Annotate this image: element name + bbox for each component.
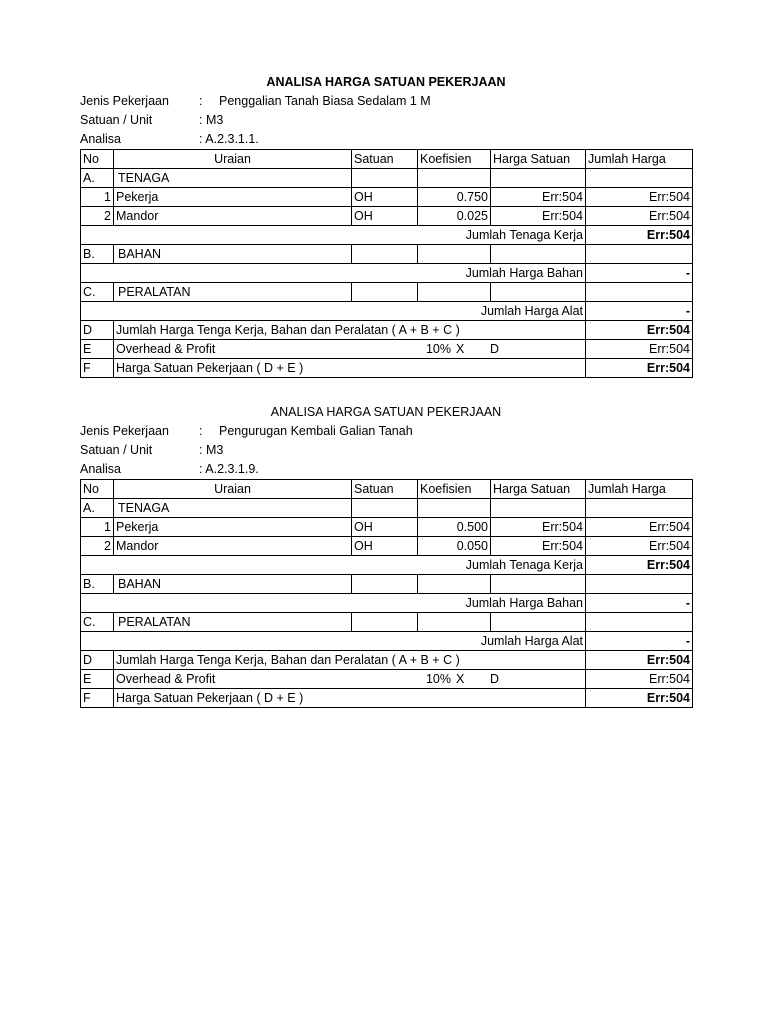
section-label: PERALATAN bbox=[114, 283, 352, 302]
satuan-unit-label: Satuan / Unit bbox=[80, 443, 153, 457]
summary-no: F bbox=[81, 359, 114, 378]
item-harga-satuan: Err:504 bbox=[491, 207, 586, 226]
section-row-peralatan bbox=[81, 613, 693, 632]
analisa-row bbox=[80, 460, 692, 479]
summary-label: Jumlah Harga Tenga Kerja, Bahan dan Peralatan ( A + B + C ) bbox=[114, 321, 586, 340]
analysis-title: ANALISA HARGA SATUAN PEKERJAAN bbox=[270, 405, 502, 419]
analysis-table bbox=[80, 149, 693, 378]
subtotal-value: - bbox=[586, 632, 693, 651]
header-koefisien: Koefisien bbox=[418, 150, 491, 169]
item-jumlah-harga: Err:504 bbox=[586, 537, 693, 556]
section-row-bahan bbox=[81, 245, 693, 264]
section-row-peralatan bbox=[81, 283, 693, 302]
satuan-unit-row bbox=[80, 111, 692, 130]
subtotal-label: Jumlah Tenaga Kerja bbox=[81, 556, 586, 575]
summary-value: Err:504 bbox=[586, 670, 693, 689]
section-no: B. bbox=[81, 575, 114, 594]
section-no: B. bbox=[81, 245, 114, 264]
summary-row-f bbox=[81, 689, 693, 708]
overhead-multiply: X bbox=[456, 342, 465, 356]
section-row-tenaga bbox=[81, 499, 693, 518]
item-no: 1 bbox=[81, 188, 114, 207]
subtotal-label: Jumlah Tenaga Kerja bbox=[81, 226, 586, 245]
item-satuan: OH bbox=[352, 188, 418, 207]
section-no: C. bbox=[81, 283, 114, 302]
subtotal-value: - bbox=[586, 264, 693, 283]
item-uraian: Pekerja bbox=[114, 518, 352, 537]
summary-label: Harga Satuan Pekerjaan ( D + E ) bbox=[114, 359, 586, 378]
summary-label: Jumlah Harga Tenga Kerja, Bahan dan Peralatan ( A + B + C ) bbox=[114, 651, 586, 670]
satuan-unit-value: : M3 bbox=[199, 113, 224, 127]
jenis-pekerjaan-label: Jenis Pekerjaan bbox=[80, 94, 169, 108]
subtotal-label: Jumlah Harga Bahan bbox=[81, 264, 586, 283]
overhead-percent: 10% bbox=[425, 342, 451, 356]
subtotal-value: - bbox=[586, 302, 693, 321]
table-row bbox=[81, 188, 693, 207]
summary-no: E bbox=[81, 340, 114, 359]
summary-row-d bbox=[81, 651, 693, 670]
jenis-pekerjaan-value: Pengurugan Kembali Galian Tanah bbox=[219, 424, 413, 438]
satuan-unit-value: : M3 bbox=[199, 443, 224, 457]
subtotal-value: Err:504 bbox=[586, 556, 693, 575]
subtotal-row-bahan bbox=[81, 264, 693, 283]
header-harga-satuan: Harga Satuan bbox=[491, 480, 586, 499]
summary-no: E bbox=[81, 670, 114, 689]
subtotal-value: - bbox=[586, 594, 693, 613]
jenis-pekerjaan-separator: : bbox=[199, 424, 203, 438]
item-satuan: OH bbox=[352, 537, 418, 556]
table-header-row bbox=[81, 150, 693, 169]
item-no: 1 bbox=[81, 518, 114, 537]
summary-value: Err:504 bbox=[586, 689, 693, 708]
summary-row-d bbox=[81, 321, 693, 340]
item-harga-satuan: Err:504 bbox=[491, 518, 586, 537]
header-satuan: Satuan bbox=[352, 150, 418, 169]
header-jumlah-harga: Jumlah Harga bbox=[586, 480, 693, 499]
item-uraian: Pekerja bbox=[114, 188, 352, 207]
overhead-label: Overhead & Profit bbox=[116, 342, 216, 356]
subtotal-label: Jumlah Harga Alat bbox=[81, 302, 586, 321]
subtotal-row-peralatan bbox=[81, 632, 693, 651]
satuan-unit-row bbox=[80, 441, 692, 460]
summary-no: F bbox=[81, 689, 114, 708]
item-harga-satuan: Err:504 bbox=[491, 188, 586, 207]
header-koefisien: Koefisien bbox=[418, 480, 491, 499]
overhead-line bbox=[116, 340, 583, 358]
header-uraian: Uraian bbox=[114, 150, 352, 169]
item-jumlah-harga: Err:504 bbox=[586, 207, 693, 226]
overhead-percent: 10% bbox=[425, 672, 451, 686]
item-koefisien: 0.050 bbox=[418, 537, 491, 556]
subtotal-row-peralatan bbox=[81, 302, 693, 321]
analisa-label: Analisa bbox=[80, 462, 121, 476]
section-row-tenaga bbox=[81, 169, 693, 188]
subtotal-label: Jumlah Harga Alat bbox=[81, 632, 586, 651]
section-label: BAHAN bbox=[114, 245, 352, 264]
analysis-block-1 bbox=[80, 72, 692, 378]
table-row bbox=[81, 207, 693, 226]
overhead-label: Overhead & Profit bbox=[116, 672, 216, 686]
header-harga-satuan: Harga Satuan bbox=[491, 150, 586, 169]
subtotal-label: Jumlah Harga Bahan bbox=[81, 594, 586, 613]
header-jumlah-harga: Jumlah Harga bbox=[586, 150, 693, 169]
item-harga-satuan: Err:504 bbox=[491, 537, 586, 556]
item-koefisien: 0.750 bbox=[418, 188, 491, 207]
section-row-bahan bbox=[81, 575, 693, 594]
item-satuan: OH bbox=[352, 518, 418, 537]
overhead-line bbox=[116, 670, 583, 688]
summary-value: Err:504 bbox=[586, 340, 693, 359]
analisa-label: Analisa bbox=[80, 132, 121, 146]
summary-value: Err:504 bbox=[586, 359, 693, 378]
overhead-ref: D bbox=[490, 342, 500, 356]
item-uraian: Mandor bbox=[114, 537, 352, 556]
item-koefisien: 0.500 bbox=[418, 518, 491, 537]
section-no: A. bbox=[81, 169, 114, 188]
analysis-block-2 bbox=[80, 402, 692, 708]
summary-value: Err:504 bbox=[586, 321, 693, 340]
table-row bbox=[81, 537, 693, 556]
satuan-unit-label: Satuan / Unit bbox=[80, 113, 153, 127]
item-jumlah-harga: Err:504 bbox=[586, 188, 693, 207]
jenis-pekerjaan-separator: : bbox=[199, 94, 203, 108]
summary-row-e bbox=[81, 670, 693, 689]
subtotal-row-bahan bbox=[81, 594, 693, 613]
analisa-value: : A.2.3.1.1. bbox=[199, 132, 259, 146]
subtotal-value: Err:504 bbox=[586, 226, 693, 245]
analysis-title: ANALISA HARGA SATUAN PEKERJAAN bbox=[266, 75, 506, 89]
summary-row-e bbox=[81, 340, 693, 359]
item-uraian: Mandor bbox=[114, 207, 352, 226]
section-no: C. bbox=[81, 613, 114, 632]
jenis-pekerjaan-row bbox=[80, 92, 692, 111]
summary-value: Err:504 bbox=[586, 651, 693, 670]
section-label: TENAGA bbox=[114, 499, 352, 518]
overhead-multiply: X bbox=[456, 672, 465, 686]
item-jumlah-harga: Err:504 bbox=[586, 518, 693, 537]
header-no: No bbox=[81, 480, 114, 499]
summary-label: Harga Satuan Pekerjaan ( D + E ) bbox=[114, 689, 586, 708]
header-no: No bbox=[81, 150, 114, 169]
item-no: 2 bbox=[81, 207, 114, 226]
jenis-pekerjaan-label: Jenis Pekerjaan bbox=[80, 424, 169, 438]
section-label: TENAGA bbox=[114, 169, 352, 188]
analysis-table bbox=[80, 479, 693, 708]
section-label: BAHAN bbox=[114, 575, 352, 594]
subtotal-row-tenaga bbox=[81, 226, 693, 245]
section-no: A. bbox=[81, 499, 114, 518]
summary-no: D bbox=[81, 321, 114, 340]
section-label: PERALATAN bbox=[114, 613, 352, 632]
summary-row-f bbox=[81, 359, 693, 378]
item-satuan: OH bbox=[352, 207, 418, 226]
header-uraian: Uraian bbox=[114, 480, 352, 499]
analisa-row bbox=[80, 130, 692, 149]
summary-no: D bbox=[81, 651, 114, 670]
table-row bbox=[81, 518, 693, 537]
jenis-pekerjaan-value: Penggalian Tanah Biasa Sedalam 1 M bbox=[219, 94, 431, 108]
jenis-pekerjaan-row bbox=[80, 422, 692, 441]
header-satuan: Satuan bbox=[352, 480, 418, 499]
item-no: 2 bbox=[81, 537, 114, 556]
item-koefisien: 0.025 bbox=[418, 207, 491, 226]
overhead-ref: D bbox=[490, 672, 500, 686]
subtotal-row-tenaga bbox=[81, 556, 693, 575]
table-header-row bbox=[81, 480, 693, 499]
analisa-value: : A.2.3.1.9. bbox=[199, 462, 259, 476]
